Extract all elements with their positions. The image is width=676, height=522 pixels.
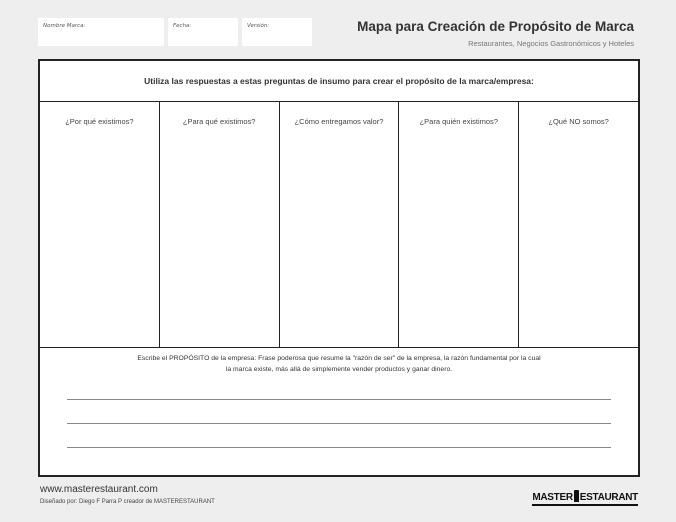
date-label: Fecha: [173,23,192,29]
logo-text-right: ESTAURANT [579,492,638,503]
purpose-board [38,59,640,477]
column-what-for[interactable] [160,101,280,347]
version-field[interactable] [242,18,312,46]
version-label: Versión: [247,23,270,29]
masterestaurant-logo [532,490,638,506]
question-columns [40,101,638,348]
page-title: Mapa para Creación de Propósito de Marca [357,19,634,34]
purpose-writing-line[interactable] [67,447,611,448]
brand-name-field[interactable] [38,18,164,46]
brand-name-label: Nombre Marca: [43,23,86,29]
page-subtitle: Restaurantes, Negocios Gastronómicos y Hoteles [468,39,634,48]
purpose-instruction [80,353,598,375]
column-label: ¿Para qué existimos? [182,117,256,126]
purpose-instruction-line-1: Escribe el PROPÓSITO de la empresa: Frase poderosa que resume la "razón de ser" de la empresa, la razón fundamental por la cual [137,355,541,362]
column-label: ¿Qué NO somos? [548,117,609,126]
purpose-writing-line[interactable] [67,399,611,400]
bottle-icon [574,490,579,502]
column-for-whom[interactable] [399,101,519,347]
date-field[interactable] [168,18,238,46]
column-how-deliver-value[interactable] [280,101,400,347]
column-label: ¿Por qué existimos? [65,117,134,126]
designer-credit: Diseñado por: Diego F Parra P creador de MASTERESTAURANT [40,499,215,505]
column-label: ¿Cómo entregamos valor? [294,117,384,126]
column-label: ¿Para quién existimos? [419,117,498,126]
logo-text-left: MASTER [532,492,573,503]
purpose-writing-line[interactable] [67,423,611,424]
column-why-we-exist[interactable] [40,101,160,347]
board-instruction: Utiliza las respuestas a estas preguntas de insumo para crear el propósito de la marca/empresa: [40,61,638,102]
purpose-instruction-line-2: la marca existe, más allá de simplemente vender productos y ganar dinero. [225,366,453,373]
column-what-we-are-not[interactable] [519,101,638,347]
website-url[interactable]: www.masterestaurant.com [40,484,158,495]
